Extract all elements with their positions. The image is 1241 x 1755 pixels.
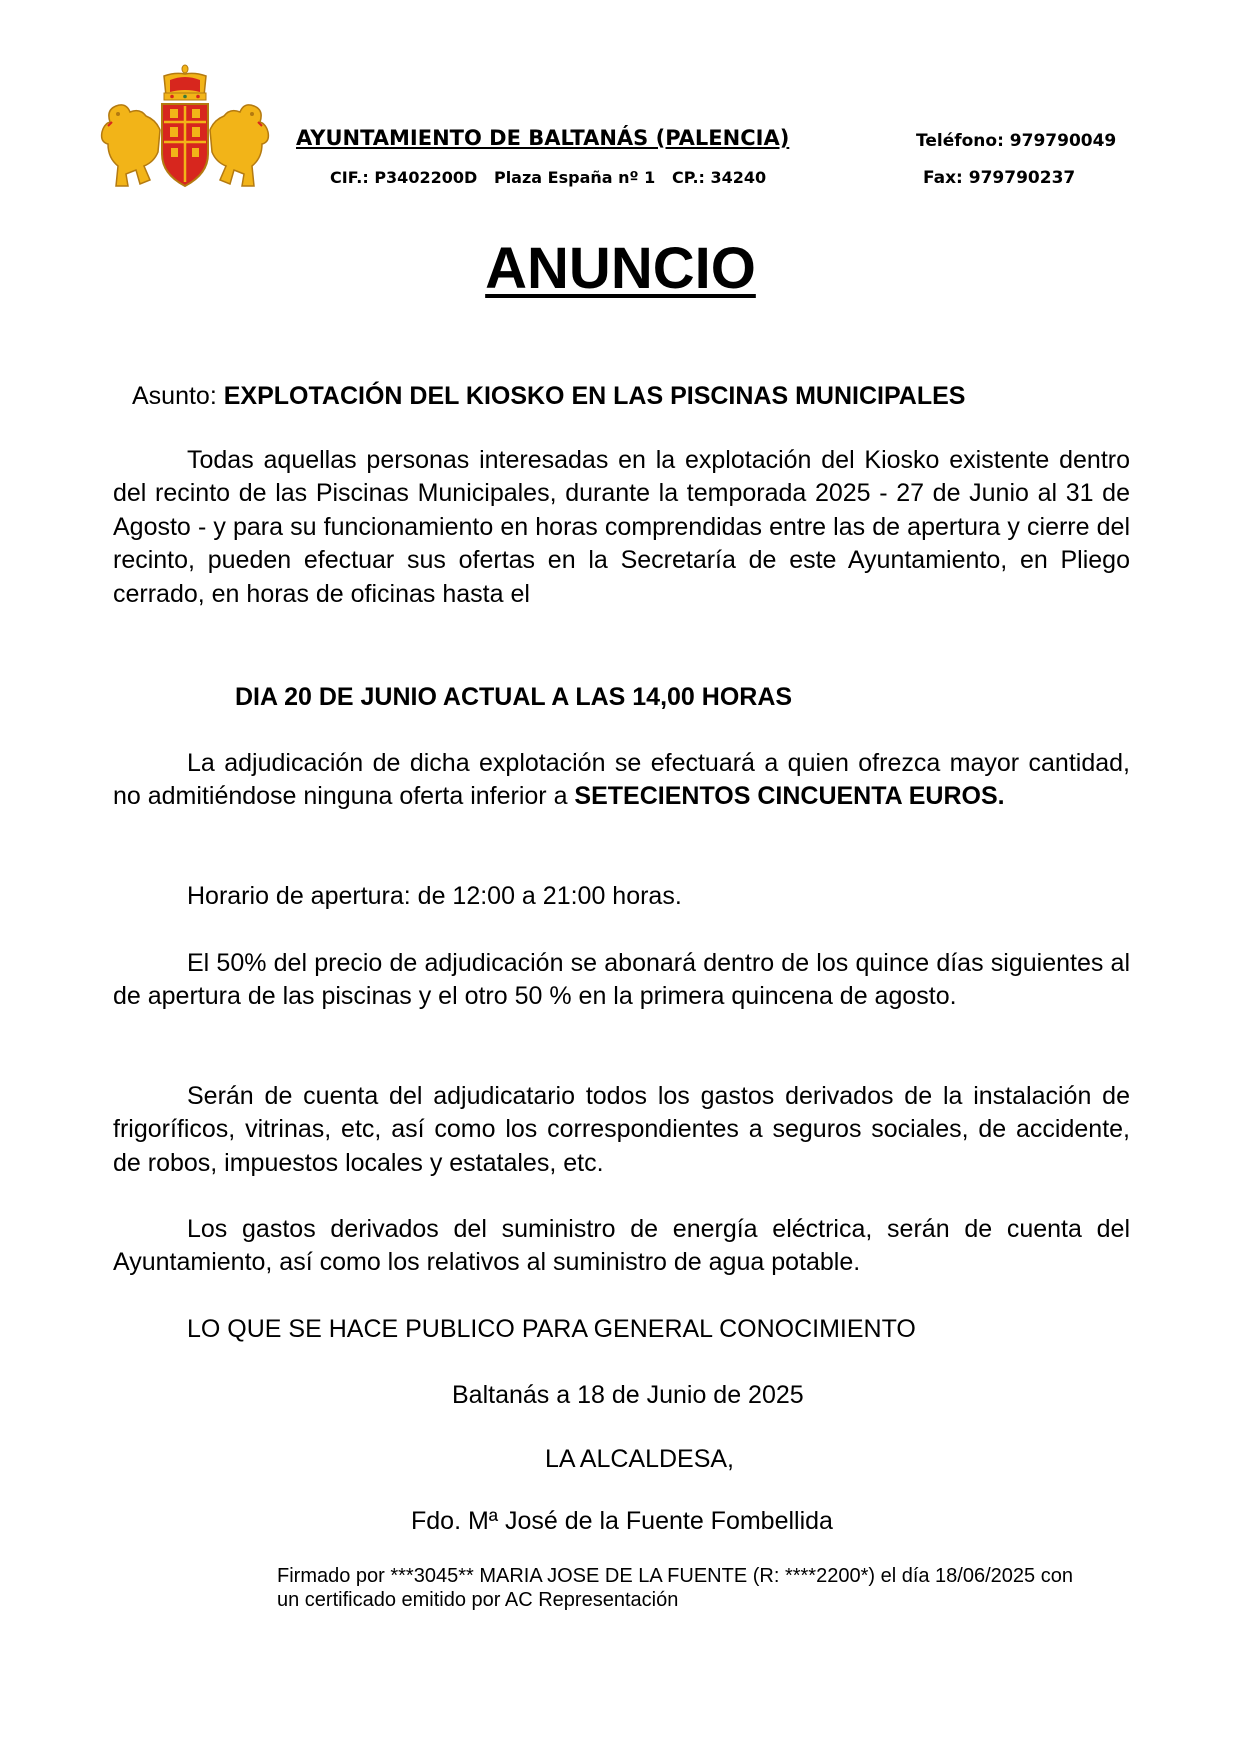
phone-number: Teléfono: 979790049 [916,131,1117,151]
signatory-role: LA ALCALDESA, [545,1445,735,1473]
subject-text: EXPLOTACIÓN DEL KIOSKO EN LAS PISCINAS MUNICIPALES [223,382,966,410]
shield-icon [162,104,208,186]
paragraph-expenses: Serán de cuenta del adjudicatario todos los gastos derivados de la instalación de frigoríficos, vitrinas, etc, así como los correspondientes a seguros sociales, de accidente, de robos, impuestos locales y estatales, etc. [113,1082,1130,1177]
opening-hours: Horario de apertura: de 12:00 a 21:00 horas. [187,882,682,910]
fax-number: Fax: 979790237 [923,168,1076,188]
place-date: Baltanás a 18 de Junio de 2025 [452,1381,804,1409]
municipality-address: CIF.: P3402200D Plaza España nº 1 CP.: 34240 [330,168,767,187]
public-notice: LO QUE SE HACE PUBLICO PARA GENERAL CONOCIMIENTO [187,1315,916,1343]
digital-signature-note: Firmado por ***3045** MARIA JOSE DE LA FUENTE (R: ****2200*) el día 18/06/2025 con un certificado emitido por AC Representación [277,1565,1073,1611]
crown-icon [164,65,206,100]
minimum-amount: SETECIENTOS CINCUENTA EUROS. [574,782,1005,811]
adjudication-text: La adjudicación de dicha explotación se efectuará a quien ofrezca mayor cantidad, no admitiéndose ninguna oferta inferior a [113,749,1130,811]
right-lion-icon [210,105,268,186]
signatory-name: Fdo. Mª José de la Fuente Fombellida [411,1507,833,1535]
municipality-name: AYUNTAMIENTO DE BALTANÁS (PALENCIA) [296,126,790,150]
deadline: DIA 20 DE JUNIO ACTUAL A LAS 14,00 HORAS [235,683,793,711]
paragraph-utilities: Los gastos derivados del suministro de energía eléctrica, serán de cuenta del Ayuntamiento, así como los relativos al suministro de agua potable. [113,1215,1130,1277]
subject-line [132,380,965,412]
coat-of-arms-logo [100,62,270,202]
left-lion-icon [102,105,160,186]
paragraph-payment: El 50% del precio de adjudicación se abonará dentro de los quince días siguientes al de apertura de las piscinas y el otro 50 % en la primera quincena de agosto. [113,949,1130,1011]
paragraph-intro: Todas aquellas personas interesadas en la explotación del Kiosko existente dentro del recinto de las Piscinas Municipales, durante la temporada 2025 - 27 de Junio al 31 de Agosto - y para su funcionamiento en horas comprendidas entre las de apertura y cierre del recinto, pueden efectuar sus ofertas en la Secretaría de este Ayuntamiento, en Pliego cerrado, en horas de oficinas hasta el [113,446,1130,608]
subject-label: Asunto: [132,382,224,410]
page-title: ANUNCIO [485,236,756,301]
paragraph-adjudication [113,747,1130,814]
